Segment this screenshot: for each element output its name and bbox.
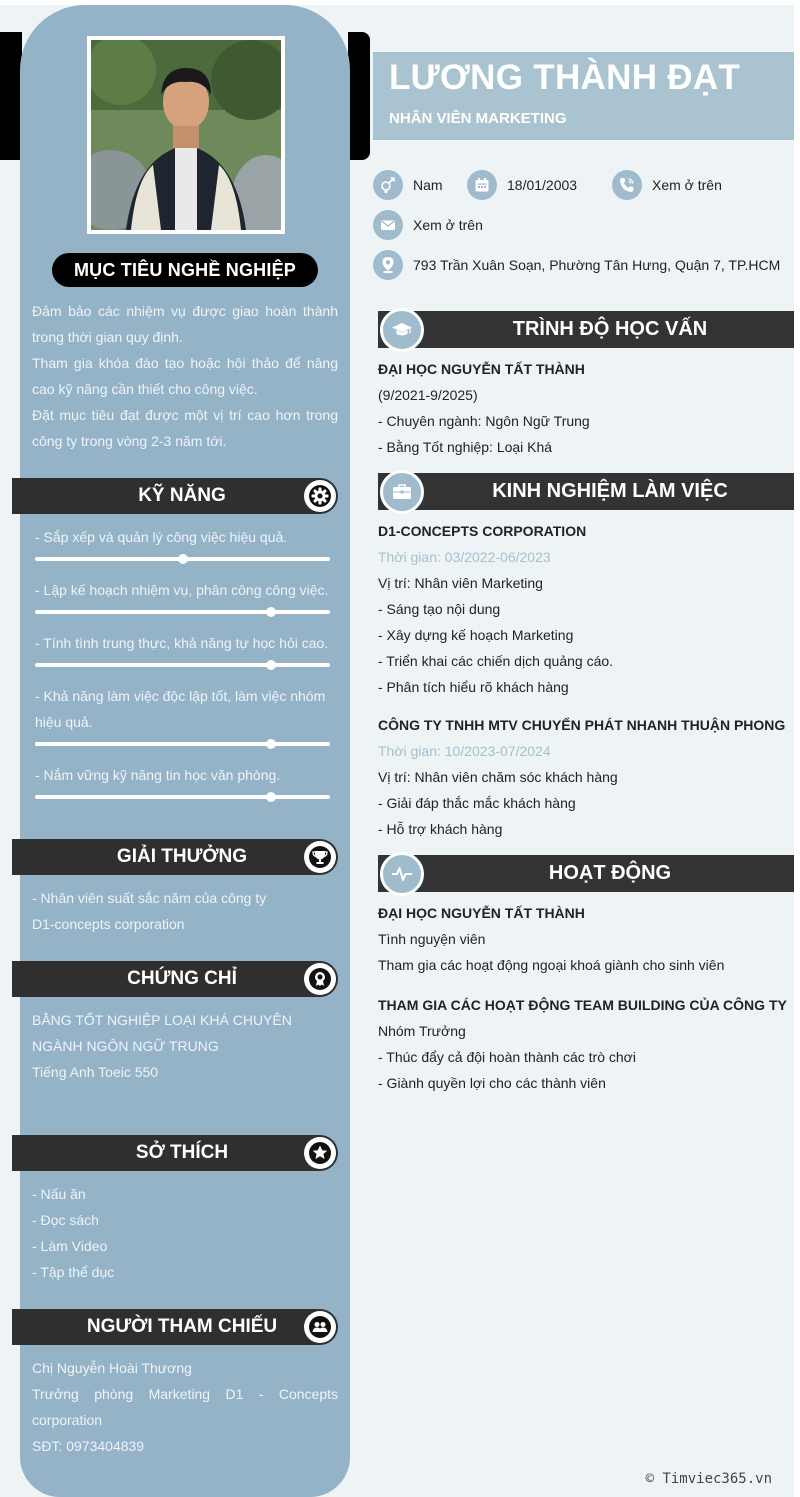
medal-icon xyxy=(304,963,336,995)
decor-block-left xyxy=(0,32,22,160)
trophy-icon xyxy=(304,841,336,873)
gender-value: Nam xyxy=(413,177,443,193)
decor-block-right xyxy=(348,32,370,160)
job-task: - Triển khai các chiến dịch quảng cáo. xyxy=(378,653,614,669)
activity-role: Nhóm Trưởng xyxy=(378,1023,466,1039)
hobby-line: - Làm Video xyxy=(32,1238,108,1254)
reference-line: SĐT: 0973404839 xyxy=(32,1438,145,1454)
briefcase-icon xyxy=(380,470,424,514)
awards-text xyxy=(32,885,338,937)
activity-detail: - Giành quyền lợi cho các thành viên xyxy=(378,1075,606,1091)
footer-credit: © Timviec365.vn xyxy=(645,1471,772,1487)
activity-role: Tình nguyện viên xyxy=(378,931,486,947)
location-icon xyxy=(373,250,403,280)
certificates-heading: CHỨNG CHỈ xyxy=(127,968,237,989)
hobbies-header xyxy=(12,1135,338,1171)
hobby-line: - Tập thể dục xyxy=(32,1264,115,1280)
activity-org: THAM GIA CÁC HOẠT ĐỘNG TEAM BUILDING CỦA CÔNG TY xyxy=(378,997,787,1013)
skill-label: - Nắm vững kỹ năng tin học văn phòng. xyxy=(35,767,281,783)
job-task: - Giải đáp thắc mắc khách hàng xyxy=(378,795,576,811)
objective-line: Đảm bảo các nhiệm vụ được giao hoàn thành trong thời gian quy định. xyxy=(32,303,338,345)
avatar xyxy=(87,36,285,234)
awards-header xyxy=(12,839,338,875)
job-company: CÔNG TY TNHH MTV CHUYỂN PHÁT NHANH THUẬN PHONG xyxy=(378,717,786,733)
objective-line: Đặt mục tiêu đạt được một vị trí cao hơn trong công ty trong vòng 2-3 năm tới. xyxy=(32,407,338,449)
job-task: - Phân tích hiểu rõ khách hàng xyxy=(378,679,569,695)
education-header xyxy=(378,311,794,348)
email-value: Xem ở trên xyxy=(413,217,483,233)
hobbies-text xyxy=(32,1181,338,1285)
gender-icon xyxy=(373,170,403,200)
skill-level-knob xyxy=(266,660,276,670)
certificate-line: Tiếng Anh Toeic 550 xyxy=(32,1064,159,1080)
job-task: - Xây dựng kế hoạch Marketing xyxy=(378,627,574,643)
activity-org: ĐẠI HỌC NGUYỄN TẤT THÀNH xyxy=(378,905,585,921)
education-degree: - Bằng Tốt nghiệp: Loại Khá xyxy=(378,439,553,455)
experience-job xyxy=(378,712,788,842)
skills-heading: KỸ NĂNG xyxy=(138,485,226,506)
certificate-line: BẰNG TỐT NGHIỆP LOẠI KHÁ CHUYÊN NGÀNH NGÔN NGỮ TRUNG xyxy=(32,1012,292,1054)
references-heading: NGƯỜI THAM CHIẾU xyxy=(86,1316,278,1337)
star-icon xyxy=(304,1137,336,1169)
education-period: (9/2021-9/2025) xyxy=(378,387,478,403)
objective-text xyxy=(32,298,338,454)
job-title: NHÂN VIÊN MARKETING xyxy=(389,110,567,127)
job-time: Thời gian: 10/2023-07/2024 xyxy=(378,743,551,759)
experience-header xyxy=(378,473,794,510)
job-task: - Sáng tạo nội dung xyxy=(378,601,501,617)
references-text xyxy=(32,1355,338,1459)
education-school: ĐẠI HỌC NGUYỄN TẤT THÀNH xyxy=(378,361,585,377)
skill-label: - Sắp xếp và quản lý công việc hiệu quả. xyxy=(35,529,288,545)
skill-label: - Tính tình trung thực, khả năng tự học hỏi cao. xyxy=(35,635,329,651)
skill-bar xyxy=(35,663,330,667)
education-content xyxy=(378,356,788,460)
activity-item xyxy=(378,992,788,1096)
skill-label: - Khả năng làm việc độc lập tốt, làm việc nhóm hiệu quả. xyxy=(35,688,326,730)
skill-label: - Lập kế hoạch nhiệm vụ, phân công công việc. xyxy=(35,582,329,598)
address-value: 793 Trần Xuân Soạn, Phường Tân Hưng, Quận 7, TP.HCM xyxy=(413,257,781,273)
full-name: LƯƠNG THÀNH ĐẠT xyxy=(389,58,741,97)
skill-level-knob xyxy=(266,607,276,617)
avatar-photo xyxy=(91,40,281,230)
experience-heading: KINH NGHIỆM LÀM VIỆC xyxy=(492,480,728,502)
gear-icon xyxy=(304,480,336,512)
job-position: Vị trí: Nhân viên Marketing xyxy=(378,575,543,591)
dob-value: 18/01/2003 xyxy=(507,177,578,193)
people-icon xyxy=(304,1311,336,1343)
skill-bar xyxy=(35,795,330,799)
reference-line: Trưởng phòng Marketing D1 - Concepts corporation xyxy=(32,1386,338,1428)
experience-job xyxy=(378,518,788,700)
phone-icon xyxy=(612,170,642,200)
certificates-header xyxy=(12,961,338,997)
hobby-line: - Đọc sách xyxy=(32,1212,99,1228)
objective-heading: MỤC TIÊU NGHỀ NGHIỆP xyxy=(52,253,318,287)
activities-heading: HOẠT ĐỘNG xyxy=(548,862,672,884)
skill-bar xyxy=(35,610,330,614)
skills-header xyxy=(12,478,338,514)
award-line: - Nhân viên suất sắc năm của công ty xyxy=(32,890,267,906)
skill-level-knob xyxy=(266,792,276,802)
skill-level-knob xyxy=(266,739,276,749)
hobbies-heading: SỞ THÍCH xyxy=(135,1142,229,1163)
name-header xyxy=(373,52,794,140)
education-major: - Chuyên ngành: Ngôn Ngữ Trung xyxy=(378,413,590,429)
certificates-text xyxy=(32,1007,338,1085)
job-task: - Hỗ trợ khách hàng xyxy=(378,821,503,837)
activity-item xyxy=(378,900,788,978)
job-company: D1-CONCEPTS CORPORATION xyxy=(378,523,587,539)
awards-heading: GIẢI THƯỞNG xyxy=(116,846,248,867)
award-line: D1-concepts corporation xyxy=(32,916,185,932)
references-header xyxy=(12,1309,338,1345)
activity-detail: - Thúc đẩy cả đội hoàn thành các trò chơi xyxy=(378,1049,636,1065)
objective-line: Tham gia khóa đào tạo hoặc hội thảo để nâng cao kỹ năng cần thiết cho công việc. xyxy=(32,355,338,397)
email-icon xyxy=(373,210,403,240)
calendar-icon xyxy=(467,170,497,200)
education-heading: TRÌNH ĐỘ HỌC VẤN xyxy=(512,318,708,340)
graduation-cap-icon xyxy=(380,308,424,352)
phone-value: Xem ở trên xyxy=(652,177,722,193)
skill-bar xyxy=(35,557,330,561)
skill-bar xyxy=(35,742,330,746)
hobby-line: - Nấu ăn xyxy=(32,1186,86,1202)
activity-detail: Tham gia các hoạt động ngoại khoá giành cho sinh viên xyxy=(378,957,725,973)
pulse-icon xyxy=(380,852,424,896)
job-position: Vị trí: Nhân viên chăm sóc khách hàng xyxy=(378,769,618,785)
skill-level-knob xyxy=(178,554,188,564)
reference-line: Chị Nguyễn Hoài Thương xyxy=(32,1360,192,1376)
job-time: Thời gian: 03/2022-06/2023 xyxy=(378,549,551,565)
activities-header xyxy=(378,855,794,892)
